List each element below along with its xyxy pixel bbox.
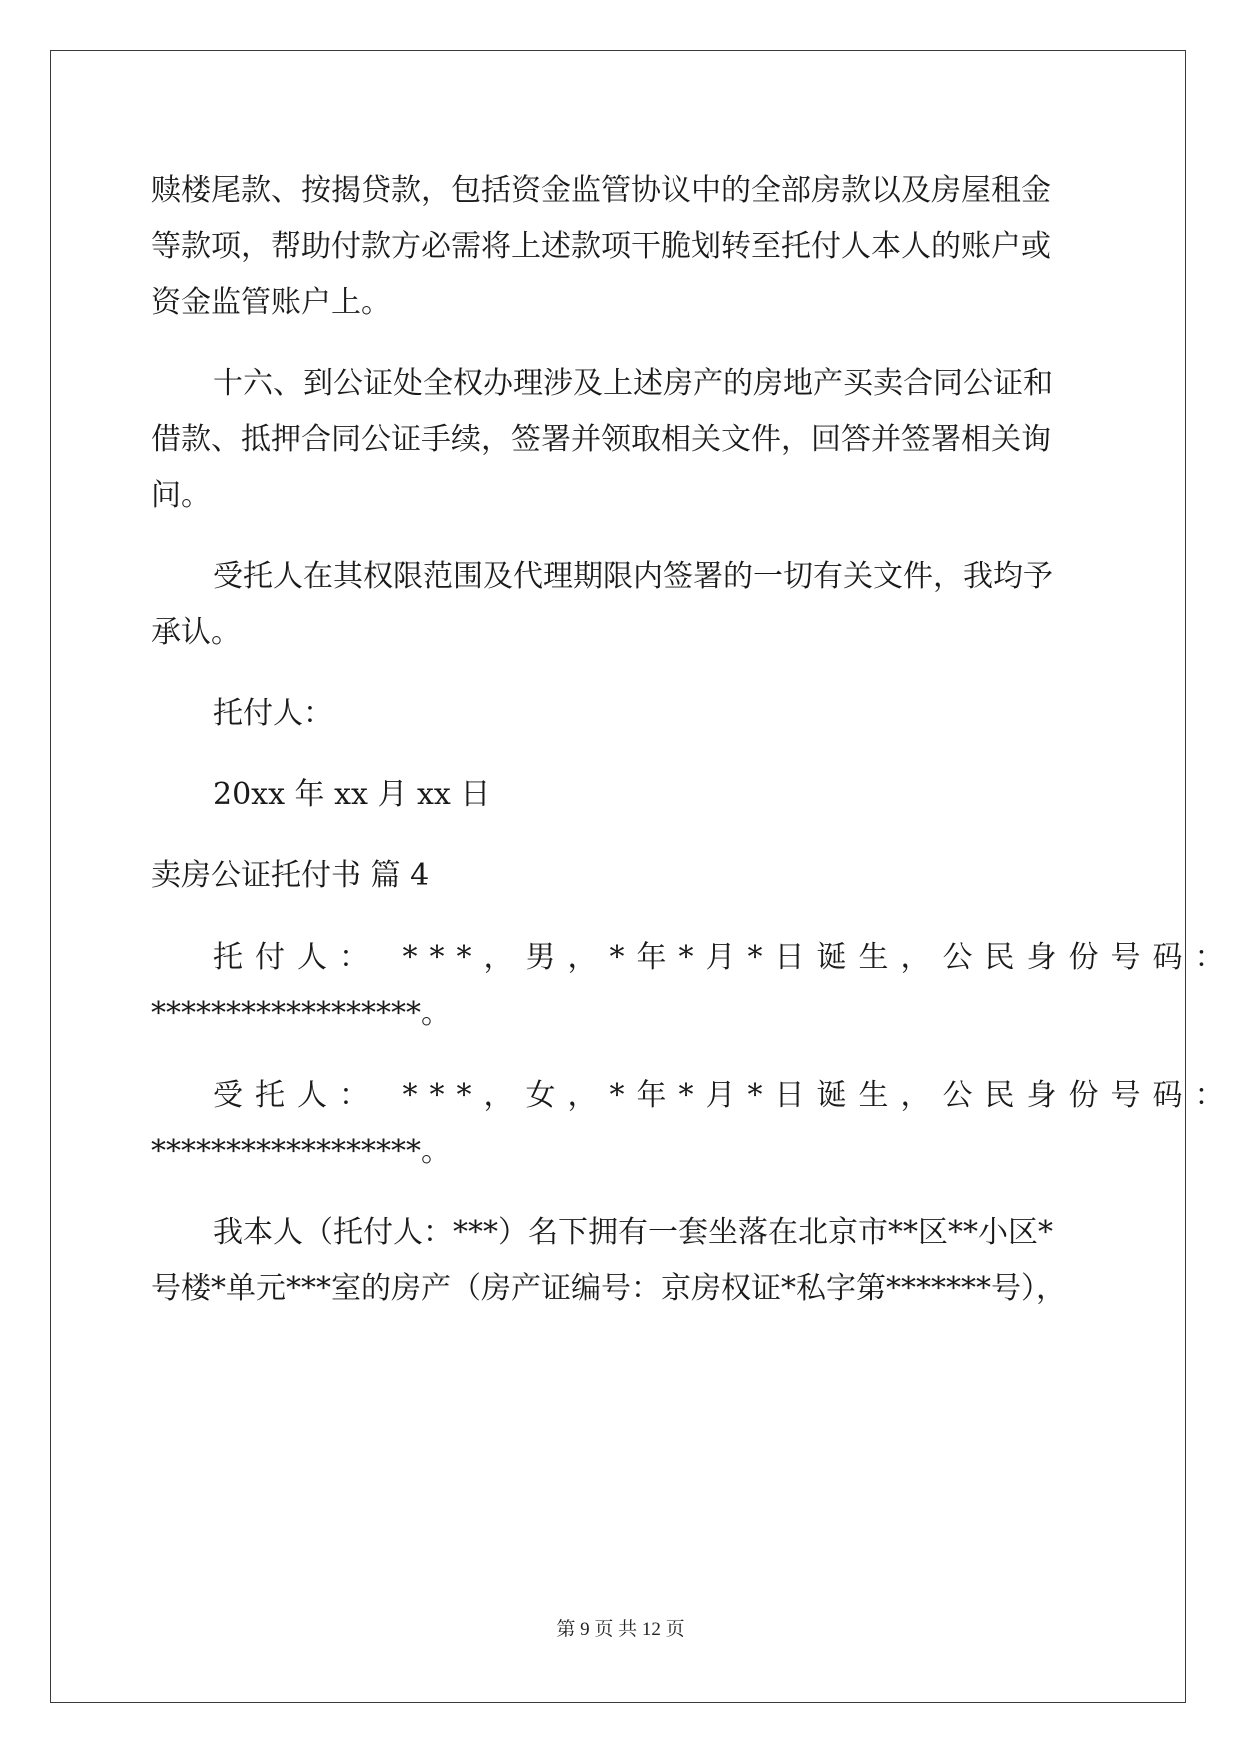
principal-info-line: 托付人： ***，男，*年*月*日诞生，公民身份号码： [213,940,1237,975]
date-line: 20xx 年 xx 月 xx 日 [213,777,491,812]
signer-label: 托付人： [213,696,333,731]
page-number-footer: 第 9 页 共 12 页 [556,1619,685,1640]
agent-id-line: ******************。 [151,1134,451,1169]
paragraph-line: 十六、到公证处全权办理涉及上述房产的房地产买卖合同公证和 [213,366,1053,401]
paragraph-line: 等款项，帮助付款方必需将上述款项干脆划转至托付人本人的账户或 [151,229,1051,264]
paragraph-line: 承认。 [151,615,241,650]
paragraph-line: 赎楼尾款、按揭贷款，包括资金监管协议中的全部房款以及房屋租金 [151,173,1051,208]
principal-id-line: ******************。 [151,996,451,1031]
agent-info-line: 受托人： ***，女，*年*月*日诞生，公民身份号码： [213,1078,1237,1113]
paragraph-line: 号楼*单元***室的房产（房产证编号：京房权证*私字第*******号）， [151,1271,1066,1306]
paragraph-line: 资金监管账户上。 [151,285,391,320]
paragraph-line: 问。 [151,478,211,513]
paragraph-line: 受托人在其权限范围及代理期限内签署的一切有关文件，我均予 [213,559,1053,594]
paragraph-line: 我本人（托付人：***）名下拥有一套坐落在北京市**区**小区* [213,1215,1053,1250]
section-heading: 卖房公证托付书 篇 4 [151,858,430,893]
paragraph-line: 借款、抵押合同公证手续，签署并领取相关文件，回答并签署相关询 [151,422,1051,457]
